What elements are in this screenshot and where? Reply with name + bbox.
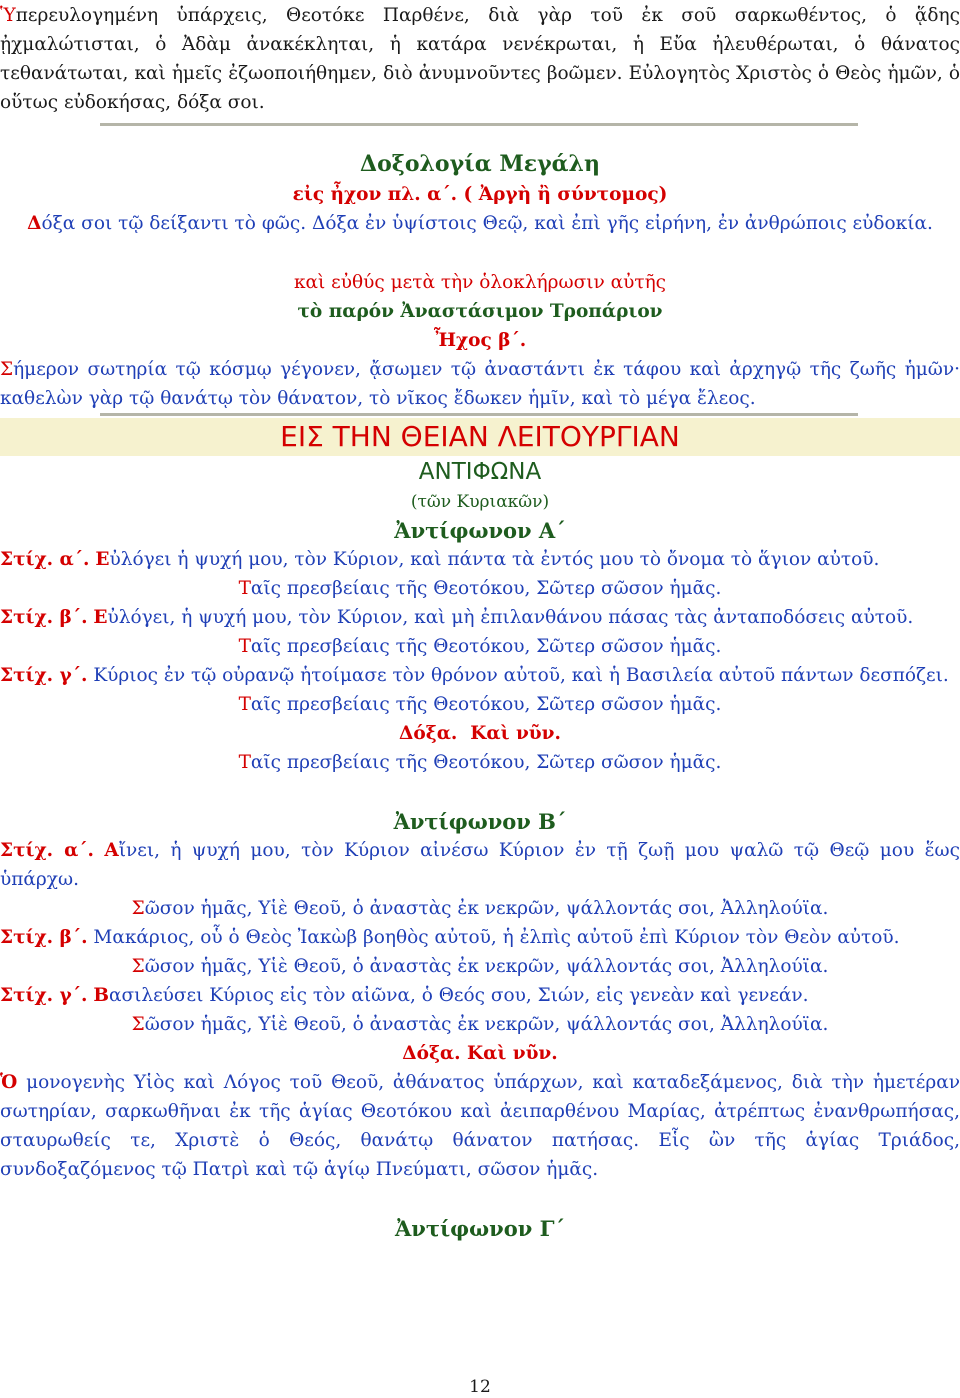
verse-label: Στίχ. γ΄. bbox=[0, 985, 88, 1006]
liturgy-banner: ΕΙΣ ΤΗΝ ΘΕΙΑΝ ΛΕΙΤΟΥΡΓΙΑΝ bbox=[0, 418, 960, 456]
refrain-text: ῶσον ἡμᾶς, Υἱὲ Θεοῦ, ὁ ἀναστὰς ἐκ νεκρῶν, ψάλλοντάς σοι, Ἀλληλούϊα. bbox=[144, 956, 829, 977]
troparion-initial: Σ bbox=[0, 359, 14, 380]
refrain-text: αῖς πρεσβείαις τῆς Θεοτόκου, Σῶτερ σῶσον ἡμᾶς. bbox=[250, 578, 722, 599]
doxa-label: Δόξα. bbox=[399, 723, 458, 744]
page-number: 12 bbox=[469, 1377, 491, 1397]
refrain-initial: Τ bbox=[238, 636, 251, 657]
antiphon-1-verse-2 bbox=[0, 603, 960, 632]
intro-text: περευλογημένη ὑπάρχεις, Θεοτόκε Παρθένε, διὰ γὰρ τοῦ ἐκ σοῦ σαρκωθέντος, ὁ ᾅδης ᾐχμαλώτισται, ὁ Ἀδὰμ ἀνακέκληται, ἡ κατάρα νενέκρωται, ἡ Εὔα ἠλευθέρωται, ὁ θάνατος τεθανάτωται, καὶ ἡμεῖς ἐζωοποιήθημεν, διὸ ἀνυμνοῦντες βοῶμεν. Εὐλογητὸς Χριστὸς ὁ Θεὸς ἡμῶν, ὁ οὕτως εὐδοκήσας, δόξα σοι. bbox=[0, 5, 960, 113]
verse-initial: Ε bbox=[95, 549, 110, 570]
doxology-initial: Δ bbox=[27, 213, 42, 234]
antiphon-2-refrain bbox=[0, 894, 960, 923]
intro-paragraph bbox=[0, 1, 960, 117]
antiphona-heading: ΑΝΤΙΦΩΝΑ bbox=[418, 459, 542, 485]
refrain-text: αῖς πρεσβείαις τῆς Θεοτόκου, Σῶτερ σῶσον ἡμᾶς. bbox=[250, 752, 722, 773]
refrain-initial: Τ bbox=[238, 694, 251, 715]
verse-text: ὐλόγει, ἡ ψυχή μου, τὸν Κύριον, καὶ μὴ ἐπιλανθάνου πάσας τὰς ἀνταποδόσεις αὐτοῦ. bbox=[107, 607, 914, 628]
verse-initial: Β bbox=[93, 985, 109, 1006]
antiphon-1-refrain bbox=[0, 574, 960, 603]
verse-initial: Ε bbox=[93, 607, 108, 628]
antiphon-1-refrain bbox=[0, 690, 960, 719]
refrain-text: ῶσον ἡμᾶς, Υἱὲ Θεοῦ, ὁ ἀναστὰς ἐκ νεκρῶν, ψάλλοντάς σοι, Ἀλληλούϊα. bbox=[144, 1014, 829, 1035]
verse-text: ὐλόγει ἡ ψυχή μου, τὸν Κύριον, καὶ πάντα τὰ ἐντός μου τὸ ὄνομα τὸ ἅγιον αὐτοῦ. bbox=[109, 549, 880, 570]
antiphon-1-verse-3 bbox=[0, 661, 960, 690]
antiphon-2-refrain bbox=[0, 1010, 960, 1039]
antiphon-1-doxa bbox=[0, 719, 960, 748]
refrain-initial: Σ bbox=[131, 898, 145, 919]
verse-text: ασιλεύσει Κύριος εἰς τὸν αἰῶνα, ὁ Θεός σου, Σιών, εἰς γενεὰν καὶ γενεάν. bbox=[108, 985, 809, 1006]
refrain-initial: Σ bbox=[131, 1014, 145, 1035]
troparion-rubric: καὶ εὐθύς μετὰ τὴν ὁλοκλήρωσιν αὐτῆς bbox=[293, 272, 667, 293]
monogenes-initial: Ὁ bbox=[0, 1072, 18, 1093]
antiphon-2-doxa: Δόξα. Καὶ νῦν. bbox=[402, 1043, 558, 1064]
refrain-initial: Τ bbox=[238, 578, 251, 599]
antiphon-1-refrain bbox=[0, 748, 960, 777]
refrain-text: αῖς πρεσβείαις τῆς Θεοτόκου, Σῶτερ σῶσον ἡμᾶς. bbox=[250, 636, 722, 657]
doxology-mode: εἰς ἦχον πλ. α΄. ( Ἀργὴ ἢ σύντομος) bbox=[292, 184, 668, 205]
verse-text: ἴνει, ἡ ψυχή μου, τὸν Κύριον αἰνέσω Κύριον ἐν τῇ ζωῇ μου ψαλῶ τῷ Θεῷ μου ἕως ὑπάρχω. bbox=[0, 840, 960, 890]
antiphon-2-title: Ἀντίφωνον Β΄ bbox=[393, 809, 567, 834]
refrain-text: ῶσον ἡμᾶς, Υἱὲ Θεοῦ, ὁ ἀναστὰς ἐκ νεκρῶν, ψάλλοντάς σοι, Ἀλληλούϊα. bbox=[144, 898, 829, 919]
kai-nyn-label: Καὶ νῦν. bbox=[470, 723, 561, 744]
verse-label: Στίχ. β΄. bbox=[0, 607, 88, 628]
antiphon-1-title: Ἀντίφωνον Α΄ bbox=[394, 518, 566, 543]
antiphon-2-refrain bbox=[0, 952, 960, 981]
verse-initial: Α bbox=[104, 840, 119, 861]
troparion-paragraph bbox=[0, 355, 960, 413]
verse-label: Στίχ. β΄. bbox=[0, 927, 88, 948]
verse-label: Στίχ. α΄. bbox=[0, 549, 90, 570]
sundays-note: (τῶν Κυριακῶν) bbox=[410, 492, 550, 512]
verse-label: Στίχ. γ΄. bbox=[0, 665, 88, 686]
troparion-mode: Ἦχος β΄. bbox=[433, 330, 527, 351]
refrain-text: αῖς πρεσβείαις τῆς Θεοτόκου, Σῶτερ σῶσον ἡμᾶς. bbox=[250, 694, 722, 715]
antiphon-2-verse-1 bbox=[0, 836, 960, 894]
verse-text: Μακάριος, οὗ ὁ Θεὸς Ἰακὼβ βοηθὸς αὐτοῦ, ἡ ἐλπὶς αὐτοῦ ἐπὶ Κύριον τὸν Θεὸν αὐτοῦ. bbox=[93, 927, 900, 948]
troparion-title: τὸ παρόν Ἀναστάσιμον Τροπάριον bbox=[297, 301, 663, 322]
monogenes-paragraph bbox=[0, 1068, 960, 1184]
antiphon-2-verse-3 bbox=[0, 981, 960, 1010]
doxology-title: Δοξολογία Μεγάλη bbox=[360, 151, 600, 177]
troparion-text: ήμερον σωτηρία τῷ κόσμῳ γέγονεν, ᾄσωμεν τῷ ἀναστάντι ἐκ τάφου καὶ ἀρχηγῷ τῆς ζωῆς ἡμῶν· καθελὼν γὰρ τῷ θανάτῳ τὸν θάνατον, τὸ νῖκος ἔδωκεν ἡμῖν, καὶ τὸ μέγα ἔλεος. bbox=[0, 359, 960, 409]
antiphon-3-title: Ἀντίφωνον Γ΄ bbox=[394, 1216, 566, 1241]
intro-initial: Ὑ bbox=[0, 5, 16, 26]
antiphon-1-verse-1 bbox=[0, 545, 960, 574]
separator-line bbox=[100, 413, 858, 416]
doxology-text: όξα σοι τῷ δείξαντι τὸ φῶς. Δόξα ἐν ὑψίστοις Θεῷ, καὶ ἐπὶ γῆς εἰρήνη, ἐν ἀνθρώποις εὐδοκία. bbox=[41, 213, 933, 234]
verse-text: Κύριος ἐν τῷ οὐρανῷ ἡτοίμασε τὸν θρόνον αὐτοῦ, καὶ ἡ Βασιλεία αὐτοῦ πάντων δεσπόζει. bbox=[93, 665, 949, 686]
antiphon-2-verse-2 bbox=[0, 923, 960, 952]
doxology-paragraph bbox=[0, 209, 960, 238]
refrain-initial: Σ bbox=[131, 956, 145, 977]
antiphon-1-refrain bbox=[0, 632, 960, 661]
monogenes-text: μονογενὴς Υἱὸς καὶ Λόγος τοῦ Θεοῦ, ἀθάνατος ὑπάρχων, καὶ καταδεξάμενος, διὰ τὴν ἡμετέραν σωτηρίαν, σαρκωθῆναι ἐκ τῆς ἁγίας Θεοτόκου καὶ ἀειπαρθένου Μαρίας, ἀτρέπτως ἐνανθρωπήσας, σταυρωθείς τε, Χριστὲ ὁ Θεός, θανάτῳ θάνατον πατήσας. Εἷς ὢν τῆς ἁγίας Τριάδος, συνδοξαζόμενος τῷ Πατρὶ καὶ τῷ ἁγίῳ Πνεύματι, σῶσον ἡμᾶς. bbox=[0, 1072, 960, 1180]
refrain-initial: Τ bbox=[238, 752, 251, 773]
verse-label: Στίχ. α΄. bbox=[0, 840, 94, 861]
